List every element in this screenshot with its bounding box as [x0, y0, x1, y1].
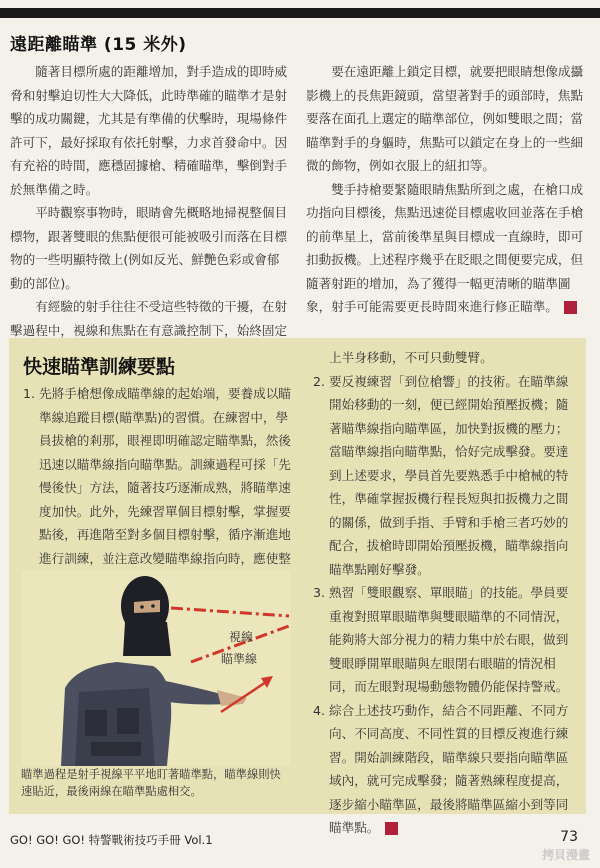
top-bar: [0, 8, 600, 18]
item-text-wrap: [329, 699, 575, 840]
item-continuation: 上半身移動，不可只動雙臂。: [329, 350, 493, 365]
paragraph-text: 雙手持槍要緊隨眼睛焦點所到之處，在槍口成功指向目標後，焦點迅速從目標處收回並落在手槍的前準星上，當前後準星與目標成一直線時，即可扣動扳機。上述程序幾乎在眨眼之間便要完成，但隨著射距的增加，為了獲得一幅更清晰的瞄準圖象，射手可能需要更長時間來進行修正瞄準。: [306, 181, 584, 314]
paragraph: 隨著目標所處的距離增加，對手造成的即時威脅和射擊迫切性大大降低，此時準確的瞄準才是射擊的成功關鍵，尤其是有準備的伏擊時，現場條件許可下，最好採取有依托射擊，力求首發命中。因有充裕的時間，應穩固據槍、精確瞄準，擊倒對手於無準備之時。: [10, 64, 288, 197]
operator-illustration: [21, 570, 291, 766]
book-footer: GO! GO! GO! 特警戰術技巧手冊 Vol.1: [10, 833, 213, 847]
page-number: 73: [560, 829, 578, 845]
item-text: 熟習「雙眼觀察、單眼瞄」的技能。學員要重複對照單眼瞄準與雙眼瞄準的不同情況，能夠將大部分視力的精力集中於右眼，做到雙眼睜開單眼瞄與左眼閉右眼瞄的情況相同，而左眼對現場動態物體仍能保持警戒。: [329, 585, 569, 694]
box-left-column: [23, 382, 291, 594]
box-title: 快速瞄準訓練要點: [23, 356, 176, 378]
watermark: 拷貝漫畫: [541, 848, 590, 862]
aiming-illustration: [21, 570, 291, 766]
paragraph: 平時觀察事物時，眼睛會先概略地掃視整個目標物，跟著雙眼的焦點便很可能被吸引而落在目標物的一些明顯特徵上(例如反光、鮮艷色彩或會郁動的部位)。: [10, 205, 288, 291]
item-number: 1.: [23, 386, 36, 401]
box-right-column: [313, 346, 575, 840]
item-text: 先將手槍想像成瞄準線的起始端，要養成以瞄準線追蹤目標(瞄準點)的習慣。在練習中，學員拔槍的剎那，眼裡即明確認定瞄準點，然後迅速以瞄準線指向瞄準點。訓練過程可採「先慢後快」方法，隨著技巧逐漸成熟，將瞄準速度加快。此外，先練習單個目標射擊，掌握要點後，再進階至對多個目標射擊，循序漸進地進行訓練，並注意改變瞄準線指向時，應使整: [39, 386, 291, 566]
left-column: [10, 60, 290, 366]
section-title: 遠距離瞄準 (15 米外): [10, 35, 187, 55]
training-tips-box: [9, 338, 586, 835]
item-number: 4.: [313, 702, 326, 718]
item-text: 綜合上述技巧動作，結合不同距離、不同方向、不同高度、不同性質的目標反複進行練習。開始訓練階段，瞄準線只要指向瞄準區域內，就可完成擊發；隨著熟練程度提高，逐步縮小瞄準區，最後將瞄準區縮小到等同瞄準點。: [329, 702, 569, 835]
list-item: [313, 699, 575, 840]
figure-caption: 瞄準過程是射手視線平平地盯著瞄準點，瞄準線則快速貼近，最後兩線在瞄準點處相交。: [21, 768, 281, 798]
paragraph: 有經驗的射手往往不受這些特徵的干擾，在射擊過程中，視線和焦點在有意識控制下，始終固定: [10, 299, 288, 338]
label-sight-line: 視線: [229, 630, 254, 644]
list-item: [23, 382, 291, 594]
paragraph: [306, 178, 586, 319]
label-aim-line: 瞄準線: [221, 652, 258, 666]
item-number: 3.: [313, 585, 326, 600]
list-item: [313, 370, 575, 582]
section-end-mark: [385, 822, 398, 835]
list-item: [313, 581, 575, 699]
item-number: 2.: [313, 373, 326, 389]
item-text: 要反複練習「到位槍響」的技術。在瞄準線開始移動的一刻，便已經開始預壓扳機；隨著瞄準線指向瞄準區，加快對扳機的壓力；當瞄準線指向瞄準點，恰好完成擊發。要達到上述要求，學員首先要熟悉手中槍械的特性，準確掌握扳機行程長短與扣扳機力之間的關係，做到手指、手臂和手槍三者巧妙的配合，拔槍時即開始預壓扳機，瞄準線指向瞄準點剛好擊發。: [329, 373, 569, 577]
right-column: [306, 60, 586, 319]
paragraph: 要在遠距離上鎖定目標，就要把眼睛想像成攝影機上的長焦距鏡頭，當望著對手的頭部時，焦點要落在面孔上選定的瞄準部位，例如雙眼之間；當瞄準對手的身軀時，焦點可以鎖定在身上的一些細微的飾物，例如衣服上的紐扣等。: [306, 64, 584, 173]
section-end-mark: [564, 301, 577, 314]
